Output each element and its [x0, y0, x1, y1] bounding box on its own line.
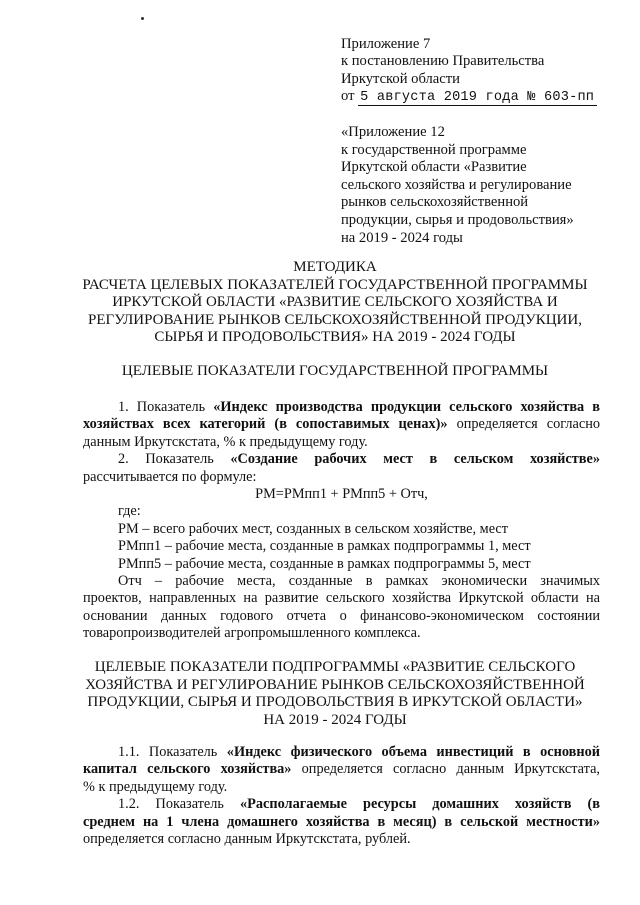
definition-line: товаропроизводителей агропромышленного комплекса. — [83, 625, 421, 642]
title-line: СЫРЬЯ И ПРОДОВОЛЬСТВИЯ» НА 2019 - 2024 ГОДЫ — [154, 329, 516, 346]
item11-prefix: 1.1. Показатель — [118, 744, 227, 760]
item11-line: % к предыдущему году. — [83, 778, 228, 795]
item1-line — [83, 399, 600, 416]
appendix-header — [341, 36, 621, 106]
definition-line: основании данных годового отчета о финансово-экономическом состоянии — [83, 607, 600, 624]
item12-bold: «Располагаемые ресурсы домашних хозяйств (в — [239, 796, 601, 813]
appendix12-line: продукции, сырья и продовольствия» — [341, 211, 574, 228]
title-line: РЕГУЛИРОВАНИЕ РЫНКОВ СЕЛЬСКОХОЗЯЙСТВЕННОЙ ПРОДУКЦИИ, — [88, 311, 582, 328]
date-prefix: от — [341, 87, 355, 104]
item1-prefix: 1. Показатель — [118, 399, 214, 415]
section1-body — [83, 399, 600, 643]
appendix12-line: рынков сельскохозяйственной — [341, 194, 529, 211]
item12-line — [83, 796, 600, 813]
appendix12-line: Иркутской области «Развитие — [341, 159, 527, 176]
item12-bold-cont: среднем на 1 члена домашнего хозяйства в месяц) в сельской местности» — [83, 813, 600, 830]
where-label: где: — [118, 503, 141, 520]
item1-rest: определяется согласно — [447, 416, 600, 433]
section1-heading — [70, 363, 600, 381]
section1-heading-text: ЦЕЛЕВЫЕ ПОКАЗАТЕЛИ ГОСУДАРСТВЕННОЙ ПРОГРАММЫ — [121, 363, 549, 379]
header-date-line — [341, 88, 621, 106]
item1-bold: «Индекс производства продукции сельского хозяйства в — [213, 399, 600, 415]
section2-heading-line: ЦЕЛЕВЫЕ ПОКАЗАТЕЛИ ПОДПРОГРАММЫ «РАЗВИТИЕ СЕЛЬСКОГО — [94, 659, 576, 675]
header-line: Иркутской области — [341, 70, 460, 87]
item11-bold: «Индекс физического объема инвестиций в основной — [226, 744, 600, 760]
item11-rest: определяется согласно данным Иркутскстата, — [291, 761, 600, 778]
title-line: ИРКУТСКОЙ ОБЛАСТИ «РАЗВИТИЕ СЕЛЬСКОГО ХОЗЯЙСТВА И — [112, 294, 558, 311]
appendix12-block — [341, 124, 621, 247]
definition-line: проектов, направленных на развитие сельского хозяйства Иркутской области на — [83, 590, 600, 607]
section2-heading-line: НА 2019 - 2024 ГОДЫ — [263, 711, 407, 728]
definition-line: РМпп5 – рабочие места, созданные в рамках подпрограммы 5, мест — [118, 555, 531, 572]
section2-heading-line: ХОЗЯЙСТВА И РЕГУЛИРОВАНИЕ РЫНКОВ СЕЛЬСКОХОЗЯЙСТВЕННОЙ — [85, 676, 585, 693]
title-line: МЕТОДИКА — [293, 259, 377, 275]
item12-line — [83, 814, 600, 831]
title-line: РАСЧЕТА ЦЕЛЕВЫХ ПОКАЗАТЕЛЕЙ ГОСУДАРСТВЕННОЙ ПРОГРАММЫ — [82, 276, 588, 293]
item2-line: рассчитывается по формуле: — [83, 468, 257, 485]
item2-bold: «Создание рабочих мест в сельском хозяйстве» — [230, 451, 600, 468]
item2-prefix: 2. Показатель — [118, 451, 231, 468]
item12-prefix: 1.2. Показатель — [118, 796, 240, 813]
item12-line: определяется согласно данным Иркутскстата, рублей. — [83, 831, 411, 848]
header-line: Приложение 7 — [341, 36, 431, 52]
item11-line — [83, 744, 600, 761]
typed-date-number: 5 августа 2019 года № 603-пп — [358, 90, 597, 106]
document-title — [70, 259, 600, 347]
appendix12-line: «Приложение 12 — [341, 124, 445, 140]
definition-line: РМ – всего рабочих мест, созданных в сельском хозяйстве, мест — [118, 520, 509, 537]
definition-line: РМпп1 – рабочие места, созданные в рамках подпрограммы 1, мест — [118, 538, 531, 555]
item11-line — [83, 761, 600, 778]
item11-bold-cont: капитал сельского хозяйства» — [83, 761, 292, 778]
appendix12-line: на 2019 - 2024 годы — [341, 229, 463, 246]
item1-line — [83, 416, 600, 433]
formula: РМ=РМпп1 + РМпп5 + Отч, — [255, 486, 428, 503]
item1-bold-cont: хозяйствах всех категорий (в сопоставимых ценах)» — [83, 416, 448, 433]
appendix12-line: к государственной программе — [341, 141, 527, 158]
section2-heading — [70, 659, 600, 729]
section2-heading-line: ПРОДУКЦИИ, СЫРЬЯ И ПРОДОВОЛЬСТВИЯ В ИРКУТСКОЙ ОБЛАСТИ» — [87, 694, 583, 711]
definition-line: Отч – рабочие места, созданные в рамках экономически значимых — [118, 573, 600, 590]
scan-speck — [141, 17, 144, 20]
item1-line: данным Иркутскстата, % к предыдущему году. — [83, 433, 368, 450]
header-line: к постановлению Правительства — [341, 53, 545, 70]
appendix12-line: сельского хозяйства и регулирование — [341, 176, 572, 193]
section2-body — [83, 744, 600, 848]
item2-line — [83, 451, 600, 468]
